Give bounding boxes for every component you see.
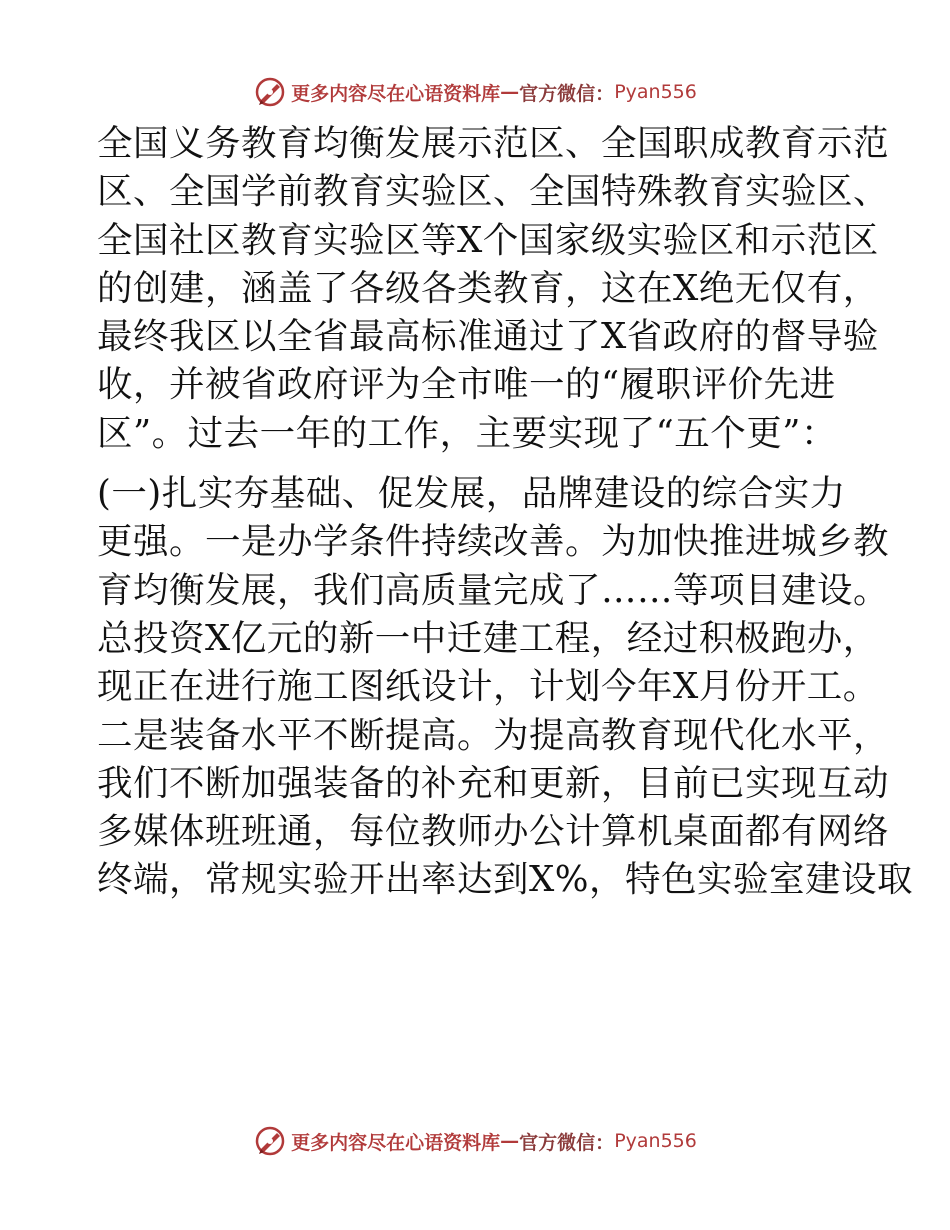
footer-sub-text: 官方微信： bbox=[519, 1131, 615, 1154]
document-body bbox=[97, 120, 914, 905]
footer-wechat-id: Pyan556 bbox=[614, 1130, 697, 1152]
section-line: 总投资X亿元的新一中迁建工程，经过积极跑办， bbox=[97, 617, 879, 659]
pen-circle-logo-icon bbox=[253, 1124, 287, 1158]
banner-main-text: 更多内容尽在心语资料库 bbox=[291, 82, 501, 105]
footer-main-text: 更多内容尽在心语资料库 bbox=[291, 1131, 501, 1154]
section-line: 二是装备水平不断提高。为提高教育现代化水平， bbox=[97, 714, 890, 756]
body-line: 的创建，涵盖了各级各类教育，这在X绝无仅有， bbox=[97, 267, 879, 309]
paragraph-gap bbox=[97, 458, 867, 470]
section-line: 多媒体班班通，每位教师办公计算机桌面都有网络 bbox=[97, 811, 890, 853]
body-line: 最终我区以全省最高标准通过了X省政府的督导验 bbox=[97, 316, 879, 358]
section-line: 终端，常规实验开出率达到X%，特色实验室建设取 bbox=[97, 859, 914, 901]
section-line: 更强。一是办学条件持续改善。为加快推进城乡教 bbox=[97, 521, 890, 563]
body-line: 区”。过去一年的工作，主要实现了“五个更”： bbox=[97, 412, 837, 454]
pen-circle-logo-icon bbox=[253, 75, 287, 109]
section-line: 我们不断加强装备的补充和更新，目前已实现互动 bbox=[97, 762, 890, 804]
body-line: 区、全国学前教育实验区、全国特殊教育实验区、 bbox=[97, 171, 890, 213]
footer-dash: — bbox=[500, 1130, 520, 1152]
banner-sub-text: 官方微信： bbox=[519, 82, 615, 105]
section-line: 育均衡发展，我们高质量完成了……等项目建设。 bbox=[97, 569, 890, 611]
body-line: 收，并被省政府评为全市唯一的“履职评价先进 bbox=[97, 364, 836, 406]
banner-wechat-id: Pyan556 bbox=[614, 81, 697, 103]
footer-banner bbox=[0, 1121, 950, 1161]
section-line: (一)扎实夯基础、促发展，品牌建设的综合实力 bbox=[97, 473, 846, 515]
header-banner bbox=[0, 72, 950, 112]
banner-dash: — bbox=[500, 81, 520, 103]
body-line: 全国义务教育均衡发展示范区、全国职成教育示范 bbox=[97, 123, 890, 164]
body-line: 全国社区教育实验区等X个国家级实验区和示范区 bbox=[97, 219, 879, 261]
section-line: 现正在进行施工图纸设计，计划今年X月份开工。 bbox=[97, 666, 879, 708]
